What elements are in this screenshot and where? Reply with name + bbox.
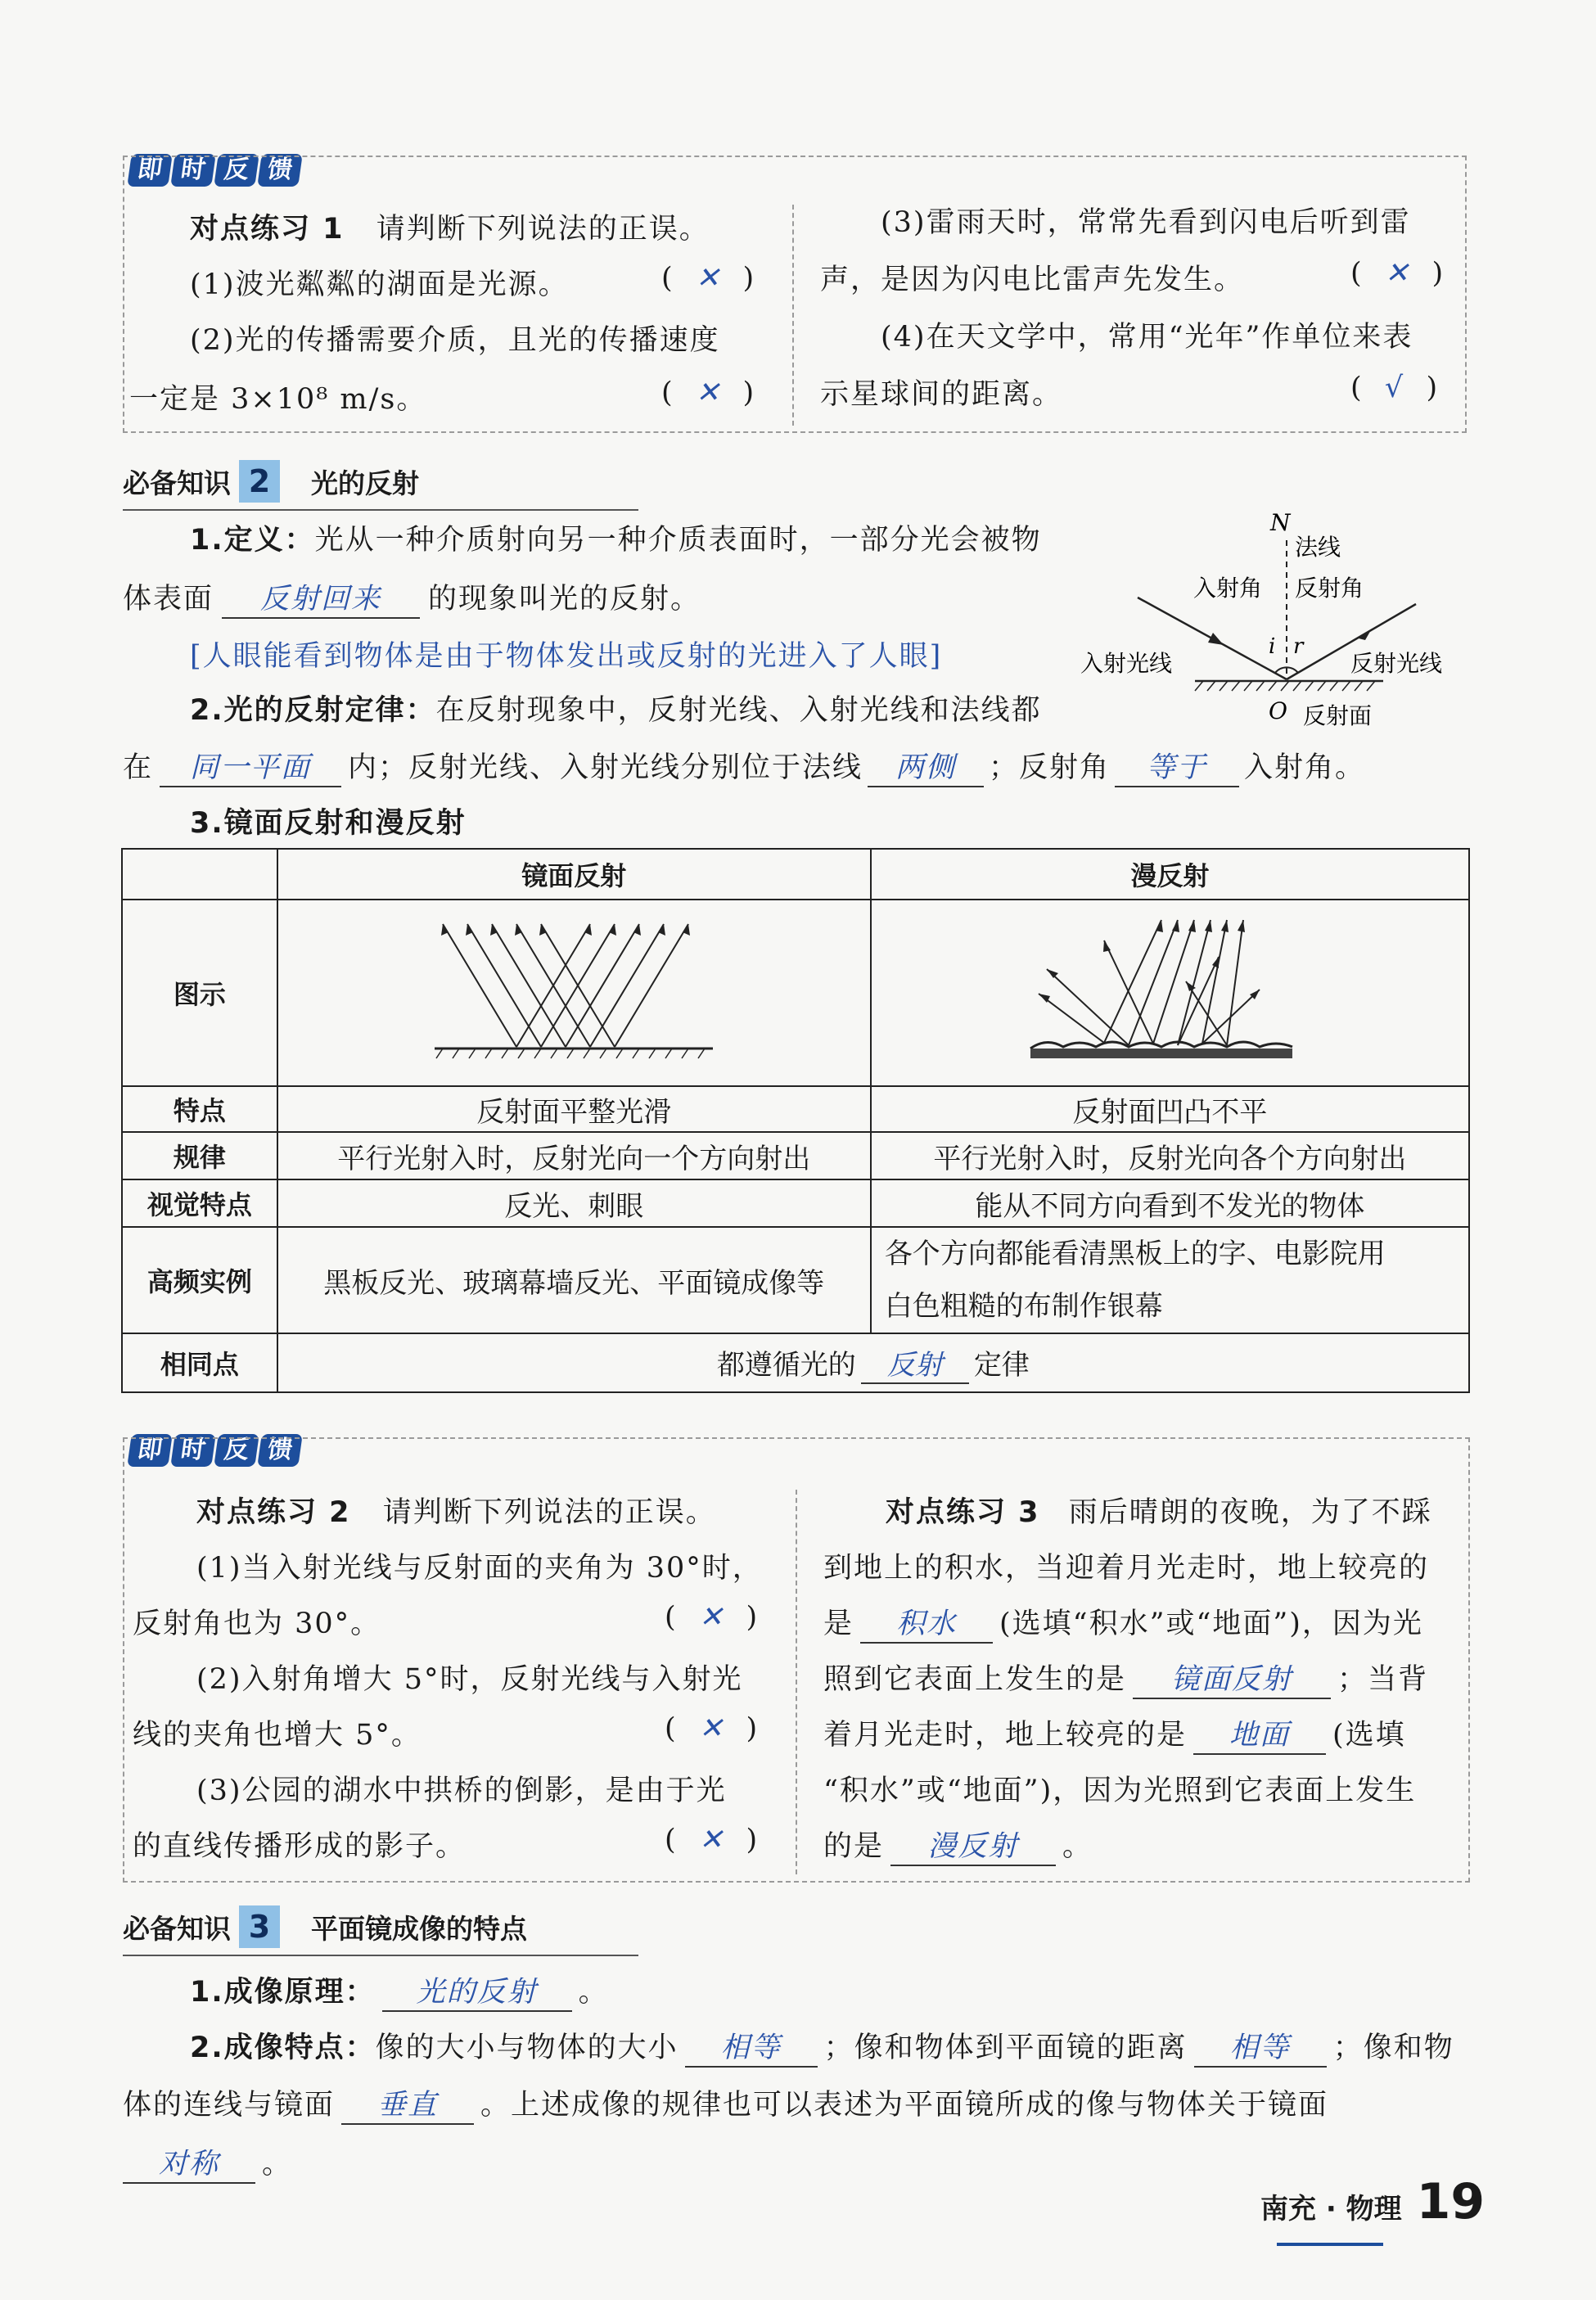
fb1-q4-mark: √ — [1384, 372, 1405, 404]
reflected-arrow — [1359, 629, 1372, 640]
fb1-q4-text2: 示星球间的距离。 — [820, 378, 1063, 411]
fb3-text: 的是 — [823, 1830, 885, 1863]
law-answer-1: 同一平面 — [160, 745, 341, 787]
note-text: [人眼能看到物体是由于物体发出或反射的光进入了人眼] — [190, 640, 943, 673]
label-N: N — [1270, 509, 1291, 536]
fb3-title: 对点练习 3 — [886, 1496, 1040, 1529]
fb2-q2-text2: 线的夹角也增大 5°。 — [133, 1719, 422, 1752]
law-label: 2.光的反射定律： — [190, 694, 436, 727]
fb3-l2 — [823, 1545, 1429, 1586]
feedback-divider-2 — [796, 1490, 797, 1874]
table-row — [122, 1179, 1469, 1227]
common-answer: 反射 — [861, 1342, 969, 1384]
fb2-title-line — [196, 1490, 716, 1531]
def-text-b: 的现象叫光的反射。 — [428, 583, 701, 616]
p2-answer-2: 相等 — [1194, 2025, 1327, 2068]
def-label: 1.定义： — [190, 524, 315, 557]
fb2-q3-l1 — [196, 1768, 727, 1809]
fb2-q2-text: (2)入射角增大 5°时，反射光线与入射光 — [196, 1663, 743, 1696]
badge-char: 馈 — [257, 154, 303, 187]
fb2-prompt: 请判断下列说法的正误。 — [382, 1496, 716, 1529]
s2-note — [190, 634, 942, 674]
s2-def-l2 — [123, 576, 701, 619]
p2-end: 。 — [262, 2148, 293, 2180]
fb3-l1 — [886, 1490, 1432, 1531]
law-text-a: 在 — [123, 751, 154, 784]
s3-p2-l2 — [123, 2082, 1328, 2125]
p2-answer-3: 垂直 — [341, 2082, 474, 2125]
fb1-q2-answer: ( ✕ ) — [661, 377, 756, 409]
fb1-q4-answer: ( √ ) — [1350, 372, 1440, 404]
p1-end: 。 — [578, 1976, 609, 2009]
fb3-answer-1: 积水 — [860, 1601, 993, 1644]
section-number: 2 — [239, 460, 280, 503]
specular-diagram-cell — [277, 900, 871, 1086]
s2-law-l1 — [190, 688, 1042, 728]
fb2-q1-text2: 反射角也为 30°。 — [133, 1608, 381, 1640]
label-O: O — [1269, 697, 1287, 724]
cell-diffuse: 反射面凹凸不平 — [871, 1086, 1469, 1132]
fb3-answer-3: 地面 — [1193, 1712, 1326, 1755]
diffuse-diagram-cell — [871, 900, 1469, 1086]
label-reflected-ray: 反射光线 — [1350, 650, 1443, 677]
section-3-heading — [123, 1905, 527, 1948]
table-row — [122, 1086, 1469, 1132]
badge-char: 时 — [170, 154, 216, 187]
fb1-q2-mark: ✕ — [695, 377, 722, 409]
section-title: 光的反射 — [311, 467, 419, 499]
table-row — [122, 1227, 1469, 1333]
reflection-comparison-table — [121, 848, 1470, 1393]
fb3-text: “积水”或“地面”)，因为光照到它表面上发生 — [823, 1775, 1417, 1807]
diffuse-reflection-diagram — [1022, 908, 1317, 1071]
badge-char: 馈 — [257, 1434, 303, 1467]
table-header-row — [122, 849, 1469, 900]
fb2-q1-text: (1)当入射光线与反射面的夹角为 30°时， — [196, 1552, 763, 1585]
fb1-q4-text: (4)在天文学中，常用“光年”作单位来表 — [881, 321, 1413, 354]
footer — [1260, 2173, 1486, 2230]
law-text: 在反射现象中，反射光线、入射光线和法线都 — [435, 694, 1042, 727]
fb1-q1 — [190, 262, 569, 303]
fb1-q3-answer: ( ✕ ) — [1350, 257, 1445, 290]
badge-char: 时 — [170, 1434, 216, 1467]
badge-char: 即 — [127, 1434, 173, 1467]
fb3-l5 — [823, 1712, 1406, 1755]
fb3-answer-4: 漫反射 — [890, 1824, 1056, 1866]
cell-diffuse-line: 白色粗糙的布制作银幕 — [884, 1290, 1163, 1323]
fb3-l7 — [823, 1824, 1093, 1866]
section-2-rule — [123, 509, 638, 511]
fb3-text: (选填 — [1332, 1719, 1406, 1752]
row-label: 视觉特点 — [122, 1179, 277, 1227]
fb1-q1-text: (1)波光粼粼的湖面是光源。 — [190, 268, 569, 301]
row-label: 特点 — [122, 1086, 277, 1132]
s2-law-l2 — [123, 745, 1365, 787]
section-number: 3 — [239, 1905, 280, 1948]
section-2-heading — [123, 460, 419, 503]
fb1-prompt: 请判断下列说法的正误。 — [376, 213, 710, 246]
p2-answer-1: 相等 — [685, 2025, 818, 2068]
footer-rule — [1277, 2243, 1383, 2246]
fb3-text: 是 — [823, 1608, 854, 1640]
badge-char: 即 — [127, 154, 173, 187]
cell-common — [277, 1333, 1469, 1392]
law-text-b: 内；反射光线、入射光线分别位于法线 — [348, 751, 863, 784]
fb2-q1-mark: ✕ — [698, 1601, 725, 1634]
row-label: 相同点 — [122, 1333, 277, 1392]
table-row-diagram — [122, 900, 1469, 1086]
fb2-q1-l2 — [133, 1601, 381, 1642]
cell-diffuse-line: 各个方向都能看清黑板上的字、电影院用 — [884, 1238, 1386, 1270]
cell-specular: 平行光射入时，反射光向一个方向射出 — [277, 1132, 871, 1179]
s2-sub3 — [190, 800, 467, 841]
fb3-answer-2: 镜面反射 — [1133, 1657, 1331, 1699]
law-text-c: ；反射角 — [989, 751, 1111, 784]
p2-label: 2.成像特点： — [190, 2032, 376, 2064]
fb3-text: 到地上的积水，当迎着月光走时，地上较亮的 — [823, 1552, 1430, 1585]
row-label: 高频实例 — [122, 1227, 277, 1333]
label-surface: 反射面 — [1303, 702, 1373, 729]
incident-arrow — [1208, 633, 1224, 645]
footer-text: 南充 · 物理 — [1260, 2193, 1402, 2226]
row-label: 规律 — [122, 1132, 277, 1179]
surface-hatching — [1195, 681, 1375, 691]
table-row — [122, 1132, 1469, 1179]
section-title: 平面镜成像的特点 — [311, 1912, 527, 1945]
p2-text: ；像和物体到平面镜的距离 — [823, 2032, 1188, 2064]
fb2-q2-answer: ( ✕ ) — [665, 1712, 760, 1745]
feedback-divider-1 — [792, 205, 794, 426]
header-diffuse: 漫反射 — [871, 849, 1469, 900]
s2-def-l1 — [190, 517, 1042, 558]
s3-p2-l1 — [190, 2025, 1454, 2068]
label-normal: 法线 — [1295, 534, 1341, 561]
cell-specular: 反射面平整光滑 — [277, 1086, 871, 1132]
fb2-q2-mark: ✕ — [698, 1712, 725, 1745]
fb1-q2-text: (2)光的传播需要介质，且光的传播速度 — [190, 324, 720, 357]
cell-diffuse: 平行光射入时，反射光向各个方向射出 — [871, 1132, 1469, 1179]
cell-diffuse — [871, 1227, 1469, 1333]
fb2-q3-l2 — [133, 1824, 466, 1865]
header-empty — [122, 849, 277, 900]
label-i: i — [1269, 634, 1276, 659]
def-text-a: 体表面 — [123, 583, 214, 616]
row-label: 图示 — [122, 900, 277, 1086]
cell-specular: 反光、刺眼 — [277, 1179, 871, 1227]
fb3-text: 照到它表面上发生的是 — [823, 1663, 1127, 1696]
fb1-q2-l2 — [129, 377, 426, 417]
def-answer: 反射回来 — [222, 576, 420, 619]
fb1-q3-text: (3)雷雨天时，常常先看到闪电后听到雷 — [881, 206, 1411, 239]
p2-answer-4: 对称 — [123, 2141, 255, 2184]
law-answer-3: 等于 — [1115, 745, 1239, 787]
fb1-q1-mark: ✕ — [695, 262, 722, 295]
section-3-rule — [123, 1955, 638, 1956]
fb1-q1-answer: ( ✕ ) — [661, 262, 756, 295]
law-answer-2: 两侧 — [868, 745, 984, 787]
fb3-l3 — [823, 1601, 1423, 1644]
p2-text: ；像和物 — [1332, 2032, 1454, 2064]
fb2-q3-text: (3)公园的湖水中拱桥的倒影，是由于光 — [196, 1775, 727, 1807]
fb2-q2-l2 — [133, 1712, 422, 1753]
p2-text: 体的连线与镜面 — [123, 2089, 336, 2122]
common-text-b: 定律 — [973, 1348, 1030, 1382]
fb2-q2-l1 — [196, 1657, 742, 1698]
header-specular: 镜面反射 — [277, 849, 871, 900]
fb3-text: ；当背 — [1337, 1663, 1429, 1696]
fb1-q4-l2 — [820, 372, 1062, 413]
label-r: r — [1293, 634, 1304, 659]
label-incident-ray: 入射光线 — [1080, 650, 1173, 677]
p1-label: 1.成像原理： — [190, 1976, 376, 2009]
fb1-q3-l2 — [820, 257, 1244, 298]
fb3-l4 — [823, 1657, 1428, 1699]
p2-text: 像的大小与物体的大小 — [375, 2032, 679, 2064]
s3-p2-l3 — [123, 2141, 292, 2184]
cell-diffuse: 能从不同方向看到不发光的物体 — [871, 1179, 1469, 1227]
p1-answer: 光的反射 — [382, 1969, 572, 2012]
label-incidence-angle: 入射角 — [1193, 575, 1263, 602]
law-text-d: 入射角。 — [1244, 751, 1366, 784]
fb2-q3-mark: ✕ — [698, 1824, 725, 1856]
fb3-text: (选填“积水”或“地面”)，因为光 — [999, 1608, 1423, 1640]
section-label: 必备知识 — [123, 467, 231, 499]
reflection-law-diagram — [1072, 507, 1481, 737]
badge-char: 反 — [214, 1434, 259, 1467]
sub3-text: 3.镜面反射和漫反射 — [190, 807, 467, 840]
s3-p1 — [190, 1969, 609, 2012]
fb1-q3-mark: ✕ — [1384, 257, 1411, 290]
fb1-q2-text2: 一定是 3×10⁸ m/s。 — [129, 383, 427, 416]
section-label: 必备知识 — [123, 1912, 231, 1945]
table-row-common — [122, 1333, 1469, 1392]
fb3-l6 — [823, 1768, 1416, 1809]
fb1-q3-text2: 声，是因为闪电比雷声先发生。 — [820, 264, 1245, 296]
common-text-a: 都遵循光的 — [716, 1348, 856, 1382]
fb2-q3-answer: ( ✕ ) — [665, 1824, 760, 1856]
def-text: 光从一种介质射向另一种介质表面时，一部分光会被物 — [314, 524, 1042, 557]
badge-char: 反 — [214, 154, 259, 187]
specular-reflection-diagram — [426, 908, 721, 1071]
fb1-q3-l1 — [881, 200, 1411, 241]
fb2-q3-text2: 的直线传播形成的影子。 — [133, 1830, 467, 1863]
fb3-text: 着月光走时，地上较亮的是 — [823, 1719, 1188, 1752]
fb2-q1-l1 — [196, 1545, 763, 1586]
fb1-title-line — [190, 206, 710, 247]
label-reflection-angle: 反射角 — [1295, 575, 1364, 602]
cell-specular: 黑板反光、玻璃幕墙反光、平面镜成像等 — [277, 1227, 871, 1333]
fb1-q2-l1 — [190, 318, 720, 359]
p2-text: 。上述成像的规律也可以表述为平面镜所成的像与物体关于镜面 — [480, 2089, 1329, 2122]
fb3-text: 。 — [1062, 1830, 1093, 1863]
fb1-q4-l1 — [881, 314, 1413, 355]
page-number: 19 — [1416, 2173, 1486, 2230]
fb2-title: 对点练习 2 — [196, 1496, 351, 1529]
fb3-text: 雨后晴朗的夜晚，为了不踩 — [1068, 1496, 1432, 1529]
fb2-q1-answer: ( ✕ ) — [665, 1601, 760, 1634]
fb1-title: 对点练习 1 — [190, 213, 345, 246]
